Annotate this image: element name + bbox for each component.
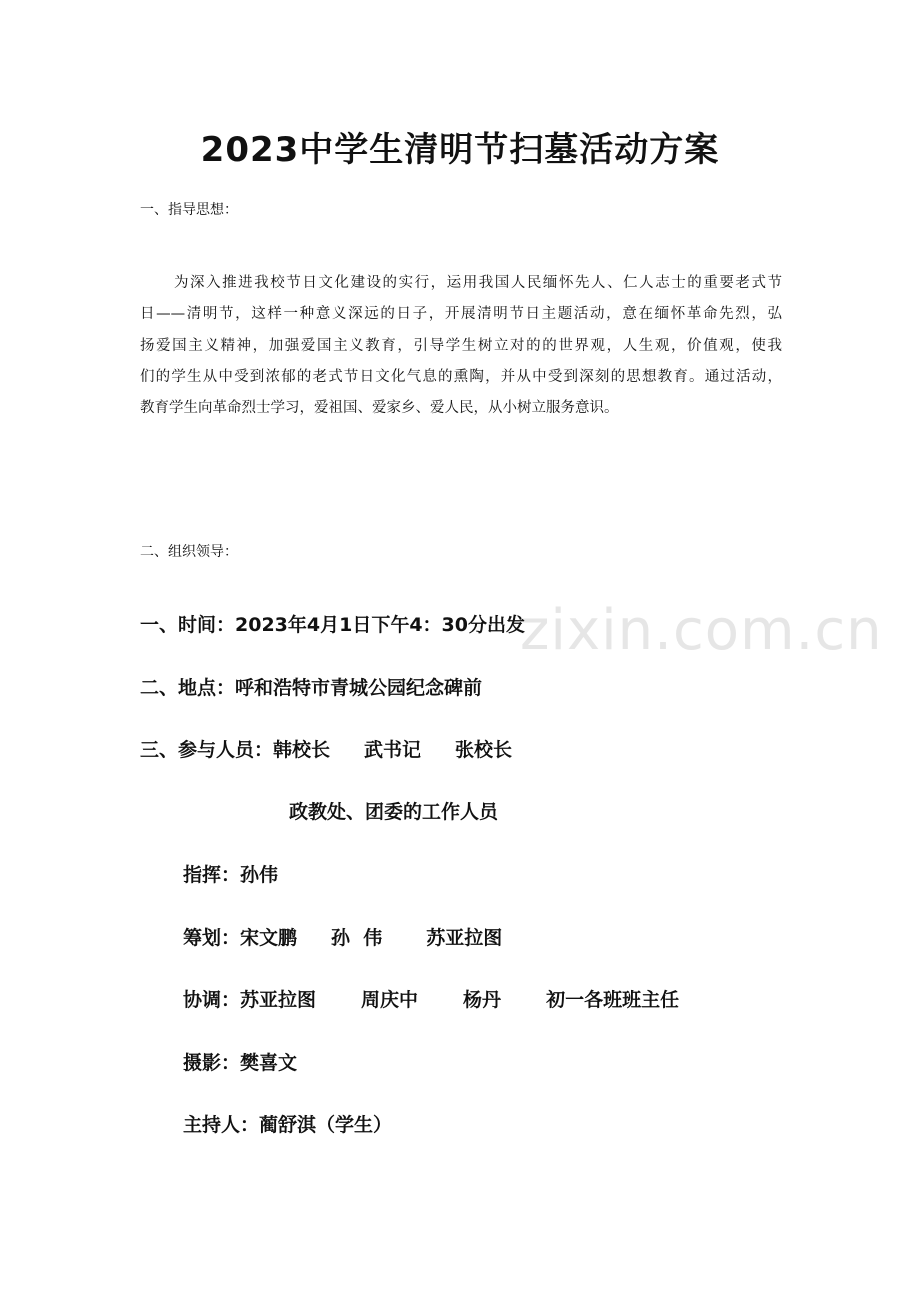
coordination-label: 协调： <box>183 989 241 1011</box>
coordination-line <box>183 986 679 1014</box>
participant-name: 韩校长 <box>273 739 331 761</box>
paragraph-line: 们的学生从中受到浓郁的老式节日文化气息的熏陶，并从中受到深刻的思想教育。通过活动， <box>140 368 782 385</box>
planning-line <box>183 924 502 952</box>
paragraph-line: 为深入推进我校节日文化建设的实行，运用我国人民缅怀先人、仁人志士的重要老式节 <box>174 275 782 291</box>
section-heading-organization: 二、组织领导： <box>140 544 238 560</box>
coordinator-name: 苏亚拉图 <box>240 989 317 1011</box>
document-title: 2023中学生清明节扫墓活动方案 <box>200 130 720 170</box>
planning-label: 筹划： <box>183 927 241 949</box>
time-line: 一、时间：2023年4月1日下午4：30分出发 <box>140 614 525 636</box>
participants-label: 三、参与人员： <box>140 739 274 761</box>
section-heading-guiding-ideology: 一、指导思想： <box>140 202 238 218</box>
coordinator-name: 杨丹 <box>463 989 502 1011</box>
paragraph-line: 扬爱国主义精神，加强爱国主义教育，引导学生树立对的的世界观，人生观，价值观，使我 <box>140 337 782 354</box>
participants-staff: 政教处、团委的工作人员 <box>289 801 499 823</box>
host-line: 主持人：蔺舒淇（学生） <box>183 1114 393 1136</box>
coordinator-name: 周庆中 <box>361 989 419 1011</box>
participant-name: 武书记 <box>364 739 422 761</box>
planner-name: 苏亚拉图 <box>426 927 503 949</box>
planner-name: 宋文鹏 <box>240 927 298 949</box>
participants-line <box>140 736 512 764</box>
paragraph-line: 日——清明节，这样一种意义深远的日子，开展清明节日主题活动，意在缅怀革命先烈，弘 <box>140 306 782 323</box>
participant-name: 张校长 <box>455 739 513 761</box>
commander-line: 指挥：孙伟 <box>183 864 279 886</box>
paragraph-line: 教育学生向革命烈士学习，爱祖国、爱家乡、爱人民，从小树立服务意识。 <box>140 400 619 417</box>
watermark: zixin.com.cn <box>520 598 883 663</box>
planner-name: 孙 伟 <box>331 927 383 949</box>
place-line: 二、地点：呼和浩特市青城公园纪念碑前 <box>140 677 483 699</box>
coordinator-name: 初一各班班主任 <box>546 989 680 1011</box>
guiding-ideology-paragraph <box>140 268 782 424</box>
photography-line: 摄影：樊喜文 <box>183 1052 298 1074</box>
